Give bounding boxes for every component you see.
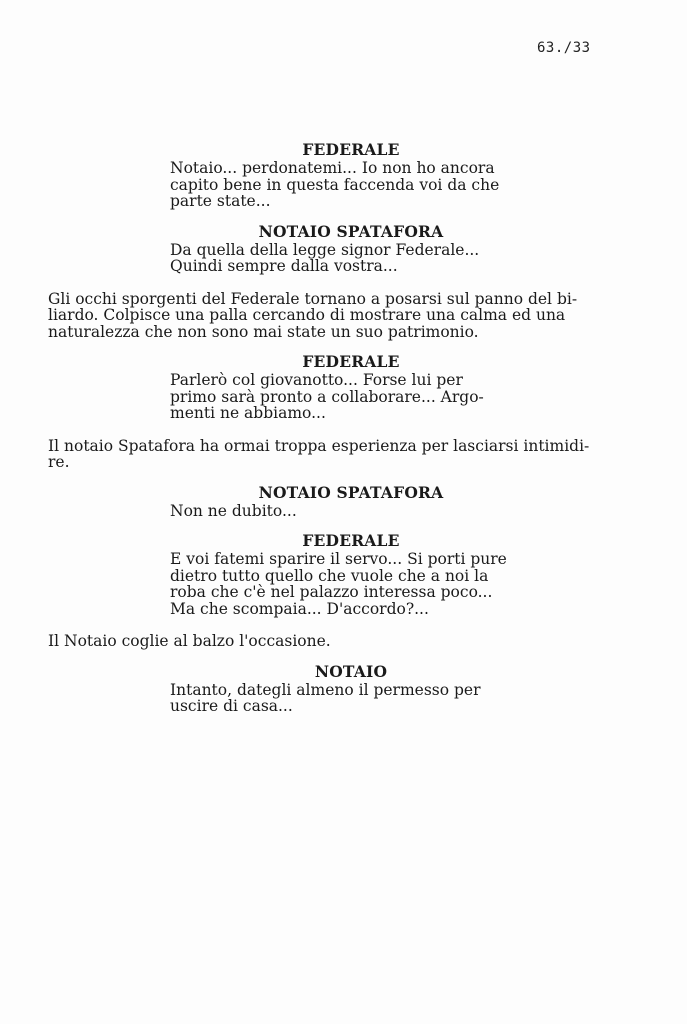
dialogue-line: Da quella della legge signor Federale... <box>170 240 480 259</box>
action-paragraph <box>48 438 646 471</box>
dialogue-line: Ma che scompaia... D'accordo?... <box>170 599 429 618</box>
dialogue-block <box>48 662 648 715</box>
action-line: Gli occhi sporgenti del Federale tornano a posarsi sul panno del bi- <box>48 289 578 308</box>
action-line: liardo. Colpisce una palla cercando di mostrare una calma ed una <box>48 306 566 324</box>
dialogue-text <box>170 160 534 210</box>
dialogue-line: Intanto, dategli almeno il permesso per <box>170 680 481 699</box>
dialogue-line: Parlerò col giovanotto... Forse lui per <box>170 371 463 389</box>
dialogue-block <box>48 222 648 275</box>
script-body <box>48 138 648 727</box>
dialogue-line: capito bene in questa faccenda voi da che <box>170 175 500 194</box>
dialogue-line: roba che c'è nel palazzo interessa poco... <box>170 583 493 601</box>
action-line: Il Notaio coglie al balzo l'occasione. <box>48 632 331 650</box>
speaker-name: FEDERALE <box>302 352 400 371</box>
speaker-name: FEDERALE <box>302 140 400 159</box>
dialogue-line: uscire di casa... <box>170 697 293 715</box>
dialogue-text <box>170 372 534 422</box>
dialogue-text <box>170 551 534 617</box>
dialogue-line: parte state... <box>170 192 271 210</box>
speaker-name: NOTAIO <box>314 661 388 681</box>
action-paragraph <box>48 633 646 650</box>
dialogue-line: dietro tutto quello che vuole che a noi la <box>170 566 489 585</box>
dialogue-text <box>170 242 534 275</box>
action-line: naturalezza che non sono mai state un suo patrimonio. <box>48 322 479 341</box>
action-line: Il notaio Spatafora ha ormai troppa esperienza per lasciarsi intimidi- <box>48 436 590 455</box>
action-line: re. <box>48 453 70 471</box>
dialogue-block <box>48 140 648 210</box>
speaker-name: NOTAIO SPATAFORA <box>258 482 444 502</box>
dialogue-block <box>48 352 648 422</box>
dialogue-text <box>170 503 534 520</box>
action-paragraph <box>48 291 646 341</box>
dialogue-line: primo sarà pronto a collaborare... Argo- <box>170 387 484 406</box>
dialogue-line: E voi fatemi sparire il servo... Si porti pure <box>170 550 507 568</box>
dialogue-block <box>48 483 648 520</box>
dialogue-line: Notaio... perdonatemi... Io non ho ancora <box>170 159 495 177</box>
dialogue-text <box>170 682 534 715</box>
speaker-name: FEDERALE <box>302 531 400 550</box>
dialogue-line: Non ne dubito... <box>170 501 297 520</box>
page-number: 63./33 <box>537 40 591 56</box>
dialogue-line: menti ne abbiamo... <box>170 404 326 422</box>
speaker-name: NOTAIO SPATAFORA <box>258 221 444 241</box>
dialogue-block <box>48 531 648 617</box>
dialogue-line: Quindi sempre dalla vostra... <box>170 257 398 275</box>
